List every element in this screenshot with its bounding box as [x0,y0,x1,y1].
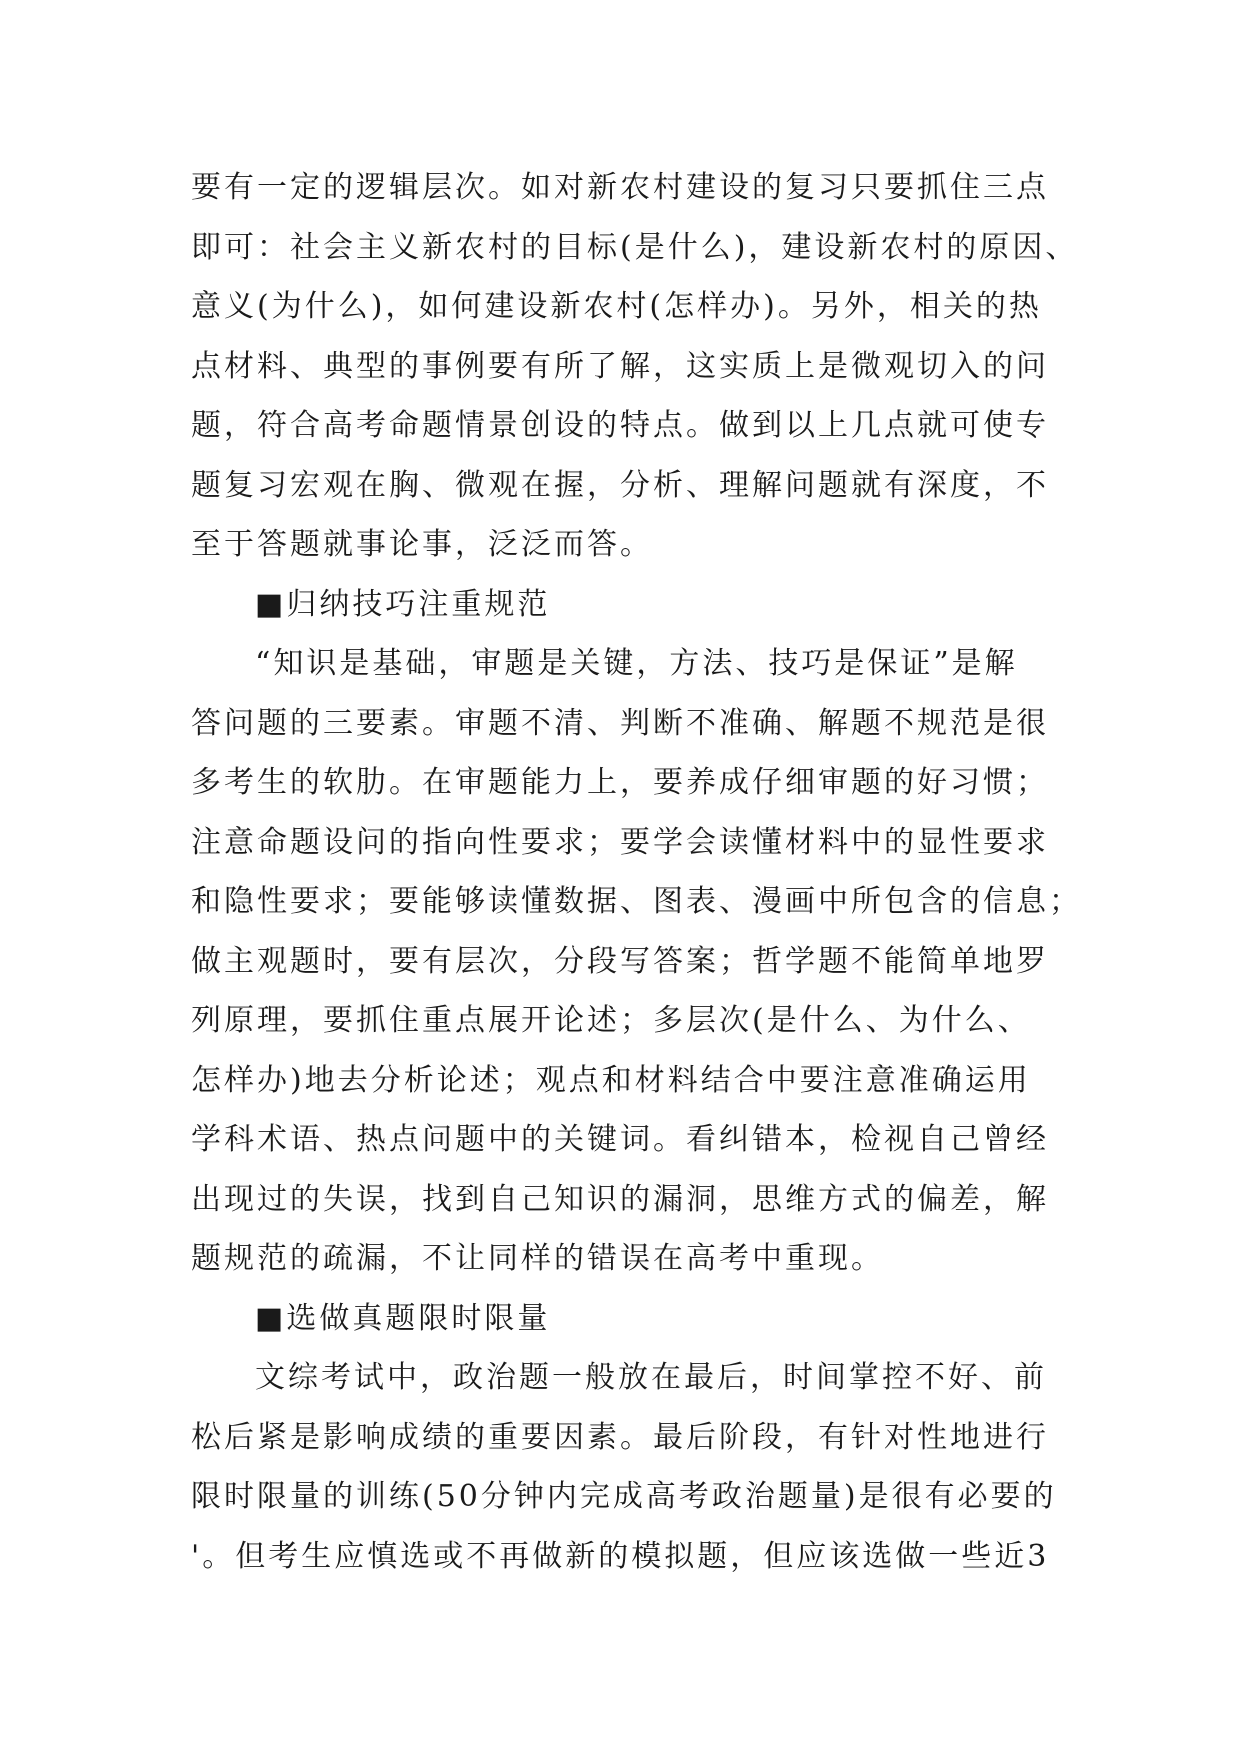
text-line: 做主观题时，要有层次，分段写答案；哲学题不能简单地罗 [191,943,1049,979]
section-heading: ■选做真题限时限量 [255,1300,551,1336]
text-line: 题规范的疏漏，不让同样的错误在高考中重现。 [191,1241,884,1276]
text-line: 出现过的失误，找到自己知识的漏洞，思维方式的偏差，解 [191,1181,1049,1217]
text-line: 题，符合高考命题情景创设的特点。做到以上几点就可使专 [191,408,1049,443]
paragraph-first-line: “知识是基础，审题是关键，方法、技巧是保证”是解 [255,646,1018,681]
text-line: 松后紧是影响成绩的重要因素。最后阶段，有针对性地进行 [191,1419,1049,1455]
text-line: 题复习宏观在胸、微观在握，分析、理解问题就有深度，不 [191,467,1049,503]
text-line: 点材料、典型的事例要有所了解，这实质上是微观切入的问 [191,348,1049,384]
text-line: 列原理，要抓住重点展开论述；多层次(是什么、为什么、 [191,1003,1031,1038]
text-line: 即可：社会主义新农村的目标(是什么)，建设新农村的原因、 [191,229,1079,265]
section-heading: ■归纳技巧注重规范 [255,586,551,622]
text-line: 至于答题就事论事，泛泛而答。 [191,527,653,562]
text-line: 怎样办)地去分析论述；观点和材料结合中要注意准确运用 [191,1062,1031,1098]
text-line: 多考生的软肋。在审题能力上，要养成仔细审题的好习惯； [191,765,1049,800]
text-line: 答问题的三要素。审题不清、判断不准确、解题不规范是很 [191,705,1049,741]
text-line: 注意命题设问的指向性要求；要学会读懂材料中的显性要求 [191,824,1049,860]
body-text [191,158,1082,1586]
text-line: '。但考生应慎选或不再做新的模拟题，但应该选做一些近3 [191,1538,1050,1574]
paragraph-first-line: 文综考试中，政治题一般放在最后，时间掌控不好、前 [255,1360,1047,1395]
text-line: 限时限量的训练(50分钟内完成高考政治题量)是很有必要的 [191,1479,1057,1514]
text-line: 意义(为什么)，如何建设新农村(怎样办)。另外，相关的热 [191,289,1042,324]
text-line: 学科术语、热点问题中的关键词。看纠错本，检视自己曾经 [191,1122,1049,1157]
text-line: 要有一定的逻辑层次。如对新农村建设的复习只要抓住三点 [191,170,1049,205]
text-line: 和隐性要求；要能够读懂数据、图表、漫画中所包含的信息； [191,884,1082,919]
